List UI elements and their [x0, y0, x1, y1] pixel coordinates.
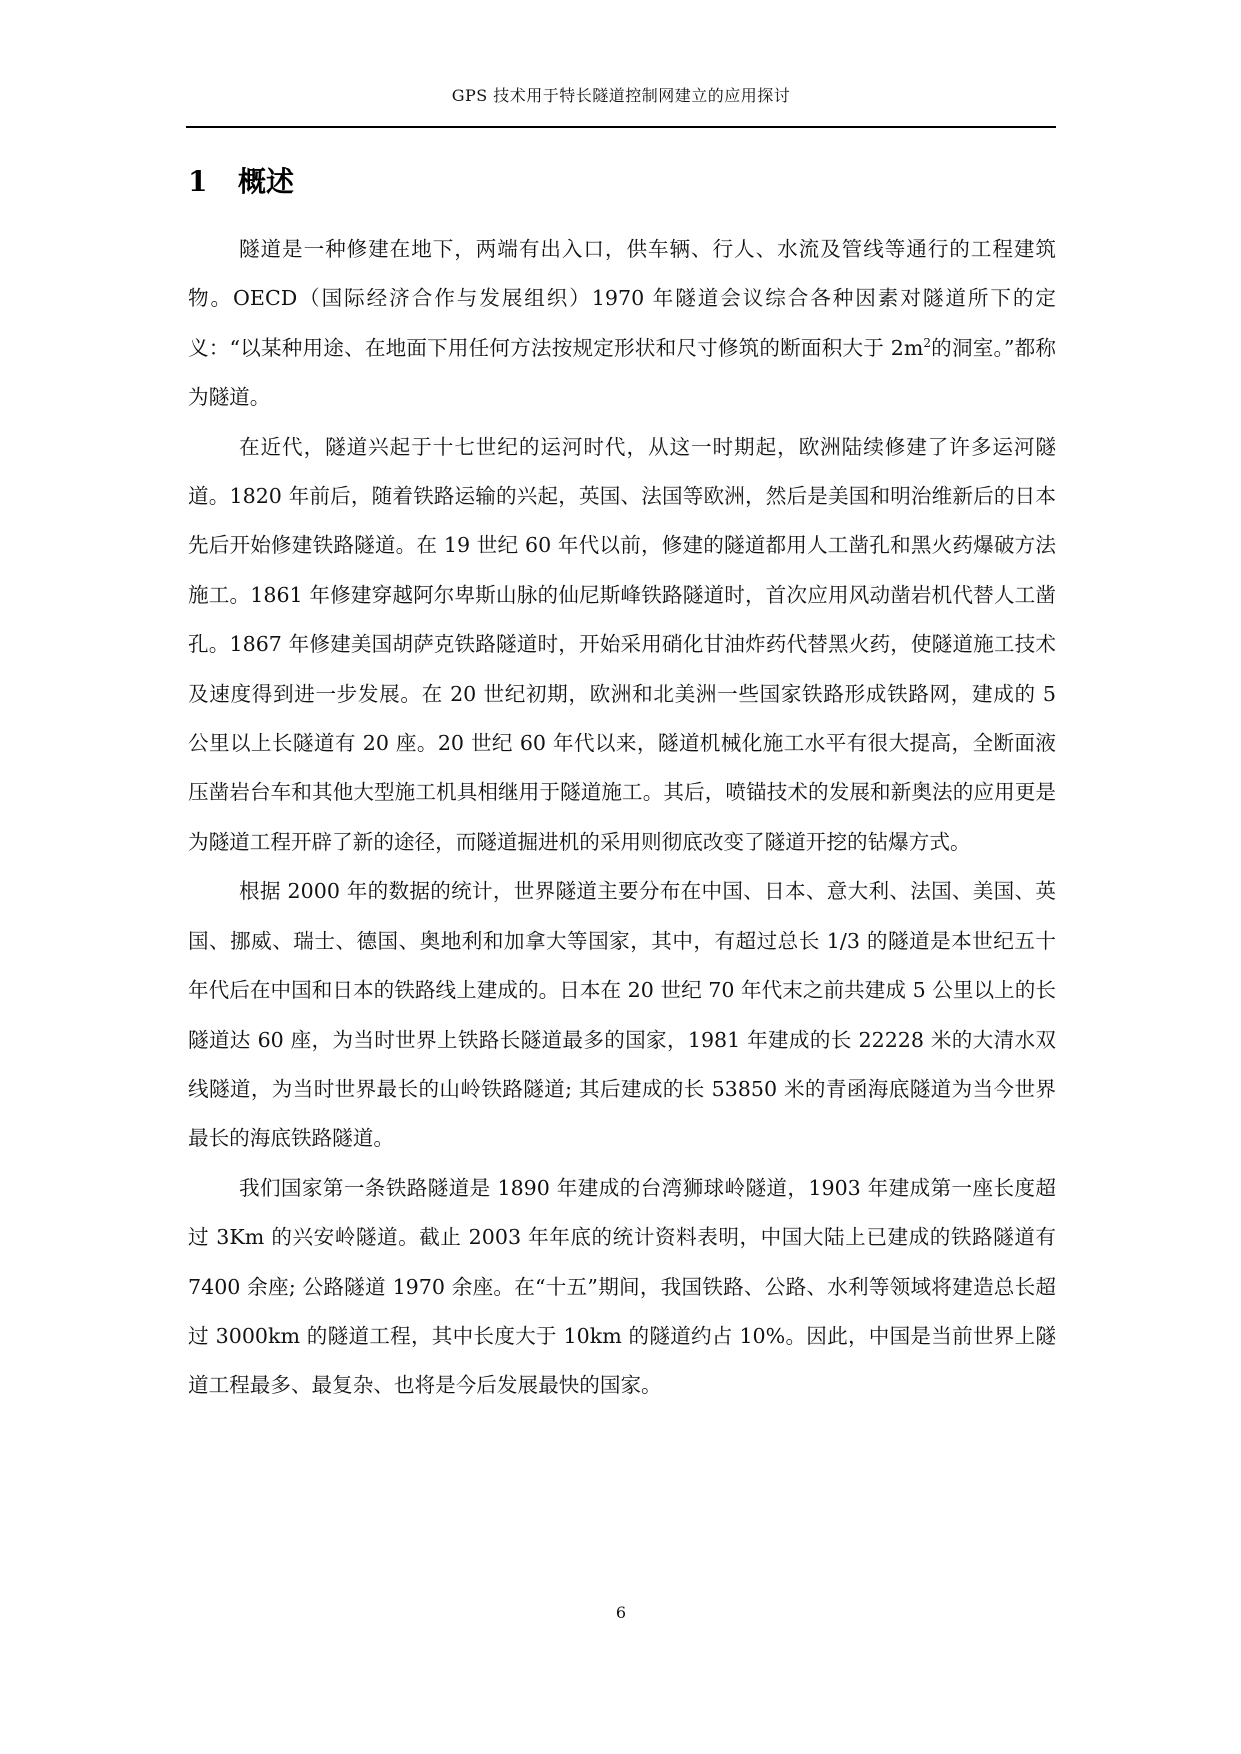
section-title: 概述 — [238, 165, 295, 198]
paragraph-text: 隧道是一种修建在地下，两端有出入口，供车辆、行人、水流及管线等通行的工程建筑物。OECD（国际经济合作与发展组织）1970 年隧道会议综合各种因素对隧道所下的定义：“以某种用途、在地面下用任何方法按规定形状和尺寸修筑的断面积大于 2m — [188, 237, 1056, 360]
paragraph-china: 我们国家第一条铁路隧道是 1890 年建成的台湾狮球岭隧道，1903 年建成第一座长度超过 3Km 的兴安岭隧道。截止 2003 年年底的统计资料表明，中国大陆上已建成的铁路隧道有 7400 余座; 公路隧道 1970 余座。在“十五”期间，我国铁路、公路、水利等领域将建造总长超过 3000km 的隧道工程，其中长度大于 10km 的隧道约占 10%。因此，中国是当前世界上隧道工程最多、最复杂、也将是今后发展最快的国家。 — [188, 1175, 1056, 1398]
running-header: GPS 技术用于特长隧道控制网建立的应用探讨 — [451, 86, 791, 105]
header-divider — [186, 126, 1056, 128]
paragraph-definition — [188, 225, 1056, 423]
section-heading — [188, 160, 294, 204]
paragraph-statistics: 根据 2000 年的数据的统计，世界隧道主要分布在中国、日本、意大利、法国、美国、英国、挪威、瑞士、德国、奥地利和加拿大等国家，其中，有超过总长 1/3 的隧道是本世纪五十年代后在中国和日本的铁路线上建成的。日本在 20 世纪 70 年代末之前共建成 5 公里以上的长隧道达 60 座，为当时世界上铁路长隧道最多的国家，1981 年建成的长 22228 米的大清水双线隧道，为当时世界最长的山岭铁路隧道; 其后建成的长 53850 米的青函海底隧道为当今世界最长的海底铁路隧道。 — [188, 879, 1056, 1151]
paragraph-history: 在近代，隧道兴起于十七世纪的运河时代，从这一时期起，欧洲陆续修建了许多运河隧道。1820 年前后，随着铁路运输的兴起，英国、法国等欧洲，然后是美国和明治维新后的日本先后开始修建铁路隧道。在 19 世纪 60 年代以前，修建的隧道都用人工凿孔和黑火药爆破方法施工。1861 年修建穿越阿尔卑斯山脉的仙尼斯峰铁路隧道时，首次应用风动凿岩机代替人工凿孔。1867 年修建美国胡萨克铁路隧道时，开始采用硝化甘油炸药代替黑火药，使隧道施工技术及速度得到进一步发展。在 20 世纪初期，欧洲和北美洲一些国家铁路形成铁路网，建成的 5 公里以上长隧道有 20 座。20 世纪 60 年代以来，隧道机械化施工水平有很大提高，全断面液压凿岩台车和其他大型施工机具相继用于隧道施工。其后，喷锚技术的发展和新奥法的应用更是为隧道工程开辟了新的途径，而隧道掘进机的采用则彻底改变了隧道开挖的钻爆方式。 — [188, 434, 1056, 854]
superscript: 2 — [923, 335, 931, 350]
section-number: 1 — [188, 165, 208, 198]
page-number: 6 — [615, 1603, 627, 1622]
paragraph-text: 的洞室。”都称为隧道。 — [188, 335, 1057, 410]
body-text — [188, 225, 1056, 1411]
